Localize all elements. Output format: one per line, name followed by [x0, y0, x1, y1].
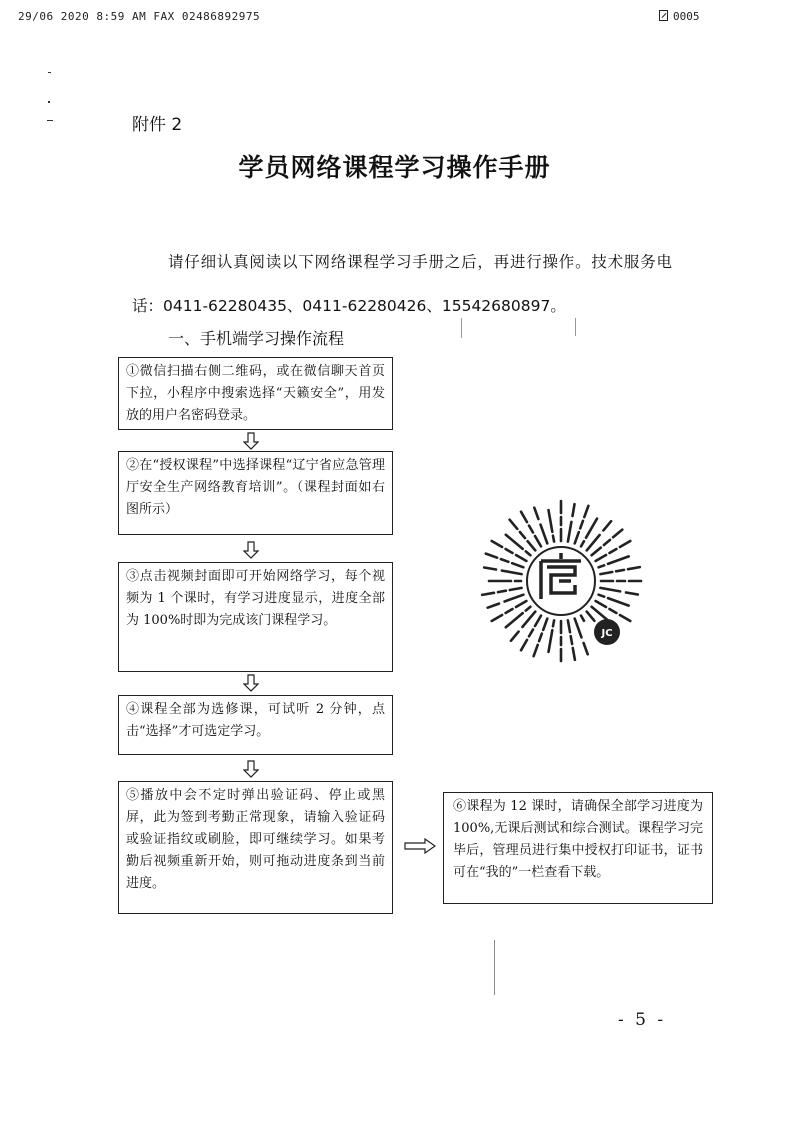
qr-ray: [505, 595, 524, 602]
qr-ray: [516, 555, 526, 561]
qr-ray: [534, 645, 538, 656]
qr-ray: [575, 532, 579, 543]
intro-paragraph: 请仔细认真阅读以下网络课程学习手册之后，再进行操作。技术服务电话：0411-62280435、0411-62280426、15542680897。: [132, 253, 672, 315]
qr-ray: [498, 591, 506, 592]
qr-badge-mark: JC: [601, 628, 613, 639]
scan-streak: [461, 318, 462, 338]
page-number: - 5 -: [618, 1010, 667, 1030]
qr-ray: [600, 572, 612, 574]
down-arrow-icon: [243, 760, 259, 778]
qr-ray: [510, 588, 522, 590]
qr-ray: [620, 541, 630, 547]
fax-page-code: [659, 10, 700, 23]
qr-ray: [522, 612, 535, 627]
scan-speck: [48, 101, 50, 103]
qr-ray: [488, 604, 499, 608]
scan-streak: [494, 940, 495, 995]
attachment-label: 附件 2: [132, 115, 183, 135]
scan-speck: [47, 120, 53, 121]
step-3-box: ③点击视频封面即可开始网络学习，每个视频为 1 个课时，有学习进度显示，进度全部为 100%时即为完成该门课程学习。: [118, 562, 393, 672]
qr-ray: [581, 541, 584, 546]
scan-streak: [575, 318, 576, 336]
qr-ray: [568, 522, 572, 542]
qr-ray: [626, 593, 638, 595]
qr-ray: [628, 567, 640, 569]
qr-ray: [534, 508, 538, 519]
qr-ray: [482, 593, 494, 595]
fax-page-icon: [659, 10, 668, 21]
qr-ray: [526, 551, 531, 555]
qr-ray: [502, 571, 522, 575]
wechat-mini-program-code-icon: [477, 497, 645, 665]
qr-ray: [608, 598, 629, 606]
qr-ray: [592, 607, 607, 620]
qr-ray: [581, 616, 584, 621]
qr-ray: [541, 525, 548, 544]
qr-ray: [521, 512, 527, 522]
qr-ray: [535, 536, 541, 546]
qr-ray: [529, 630, 533, 637]
down-arrow-icon: [243, 432, 259, 450]
qr-ray: [539, 634, 542, 642]
qr-ray: [553, 620, 554, 626]
qr-ray: [528, 541, 536, 550]
down-arrow-icon: [243, 674, 259, 692]
qr-ray: [512, 563, 523, 567]
qr-ray: [553, 536, 554, 542]
step-2-box: ②在“授权课程”中选择课程“辽宁省应急管理厅安全生产网络教育培训”。（课程封面如右图所示）: [118, 451, 393, 535]
qr-ray: [486, 554, 497, 558]
qr-ray: [599, 565, 605, 567]
qr-ray: [506, 535, 523, 549]
qr-ray: [573, 648, 575, 660]
qr-ray: [613, 530, 622, 538]
qr-ray: [568, 620, 570, 632]
step-4-box: ④课程全部为选修课，可试听 2 分钟，点击“选择”才可选定学习。: [118, 695, 393, 755]
qr-ray: [535, 616, 541, 626]
qr-ray: [599, 595, 605, 597]
qr-ray: [506, 613, 523, 627]
section-heading: 一、手机端学习操作流程: [168, 329, 345, 348]
qr-ray: [604, 540, 610, 545]
qr-ray: [600, 588, 620, 592]
qr-ray: [510, 520, 518, 529]
qr-ray: [484, 568, 496, 570]
qr-ray: [549, 510, 553, 532]
fax-page-number: 0005: [673, 10, 700, 23]
qr-ray: [516, 601, 526, 607]
document-title: 学员网络课程学习操作手册: [238, 153, 551, 182]
qr-ray: [506, 549, 513, 553]
qr-ray: [596, 601, 606, 607]
step-1-box: ①微信扫描右侧二维码，或在微信聊天首页下拉，小程序中搜索选择“天籁安全”，用发放的用户名密码登录。: [118, 357, 393, 430]
qr-ray: [521, 640, 527, 650]
qr-ray: [603, 521, 611, 530]
qr-ray: [587, 612, 595, 621]
qr-ray: [543, 619, 547, 630]
qr-ray: [584, 506, 588, 517]
step-5-box: ⑤播放中会不定时弹出验证码、停止或黑屏，此为签到考勤正常现象，请输入验证码或验证指纹或刷脸，即可继续学习。如果考勤后视频重新开始，则可拖动进度条到当前进度。: [118, 781, 393, 914]
down-arrow-icon: [243, 541, 259, 559]
qr-ray: [526, 607, 531, 611]
qr-ray: [608, 556, 629, 564]
qr-ray: [584, 643, 588, 654]
qr-ray: [575, 619, 582, 638]
qr-ray: [610, 609, 617, 613]
right-arrow-icon: [404, 838, 436, 854]
qr-ray: [573, 504, 575, 516]
qr-ray: [520, 532, 525, 538]
step-6-box: ⑥课程为 12 课时，请确保全部学习进度为 100%,无课后测试和综合测试。课程学习完毕后，管理员进行集中授权打印证书，证书可在“我的”一栏查看下载。: [443, 792, 713, 904]
qr-ray: [571, 636, 572, 644]
qr-ray: [492, 615, 502, 621]
qr-ray: [529, 526, 533, 533]
qr-ray: [580, 521, 583, 529]
qr-ray: [620, 615, 630, 621]
fax-header-line: 29/06 2020 8:59 AM FAX 02486892975: [18, 10, 261, 23]
qr-ray: [492, 541, 502, 547]
qr-ray: [587, 535, 600, 550]
qr-ray: [610, 549, 617, 553]
qr-ray: [586, 519, 597, 538]
qr-ray: [592, 548, 601, 556]
qr-ray: [511, 632, 519, 641]
scan-speck: [48, 72, 51, 73]
qr-ray: [616, 570, 624, 571]
qr-ray: [501, 559, 509, 562]
qr-ray: [549, 630, 553, 652]
qr-ray: [506, 609, 513, 613]
qr-ray: [596, 555, 606, 561]
